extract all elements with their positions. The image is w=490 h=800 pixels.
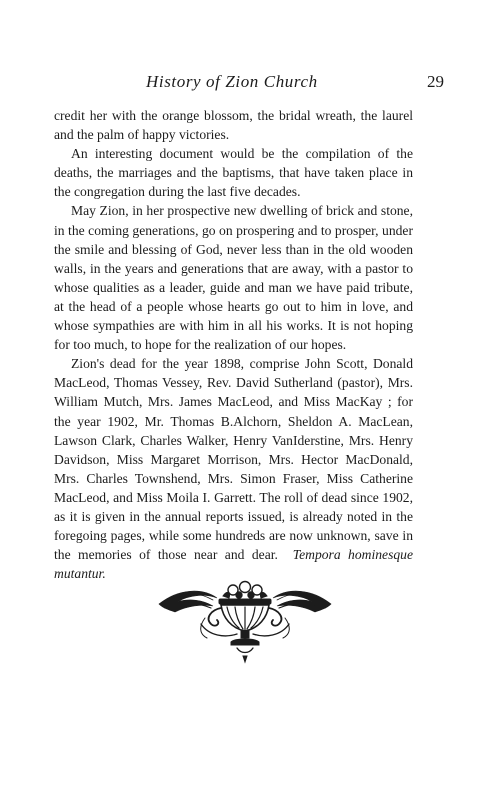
paragraph-zions-dead xyxy=(54,354,413,583)
latin-motto: Tempora hominesque mutantur. xyxy=(54,547,413,582)
body-text xyxy=(54,106,413,583)
page-number: 29 xyxy=(427,72,444,91)
paragraph-continuation: credit her with the orange blossom, the bridal wreath, the laurel and the palm of happy victories. xyxy=(54,108,413,143)
running-head xyxy=(138,72,444,96)
dead-roll-text: Zion's dead for the year 1898, comprise John Scott, Donald MacLeod, Thomas Vessey, Rev. David Sutherland (pastor), Mrs. William Mutch, Mrs. James MacLeod, and Miss MacKay ; for the year 1902, Mr. Thomas B.Alchorn, Sheldon A. MacLean, Lawson Clark, Charles Walker, Henry VanIderstine, Mrs. Henry Davidson, Miss Margaret Morrison, Mrs. Hector MacDonald, Mrs. Charles Townshend, Mrs. Simon Fraser, Miss Catherine MacLeod, and Miss Moila I. Garrett. The roll of dead since 1902, as it is given in the annual reports issued, is already noted in the foregoing pages, while some hundreds are now unknown, save in the memories of those near and dear. xyxy=(54,356,413,563)
paragraph-document: An interesting document would be the compilation of the deaths, the marriages and the baptisms, that have taken place in the congregation during the last five decades. xyxy=(54,146,413,200)
running-title: History of Zion Church xyxy=(146,72,318,91)
paragraph-may-zion: May Zion, in her prospective new dwelling of brick and stone, in the coming generations, go on prospering and to prosper, under the smile and blessing of God, never less than in the old wooden walls, in the years and generations that are away, with a pastor to whose qualities as a leader, guide and man we have paid tribute, at the head of a people whose hearts go out to him in love, and whose sympathies are with him in all his works. It is not hoping for too much, to hope for the realization of our hopes. xyxy=(54,203,413,353)
urn-ornament-icon xyxy=(155,578,335,668)
